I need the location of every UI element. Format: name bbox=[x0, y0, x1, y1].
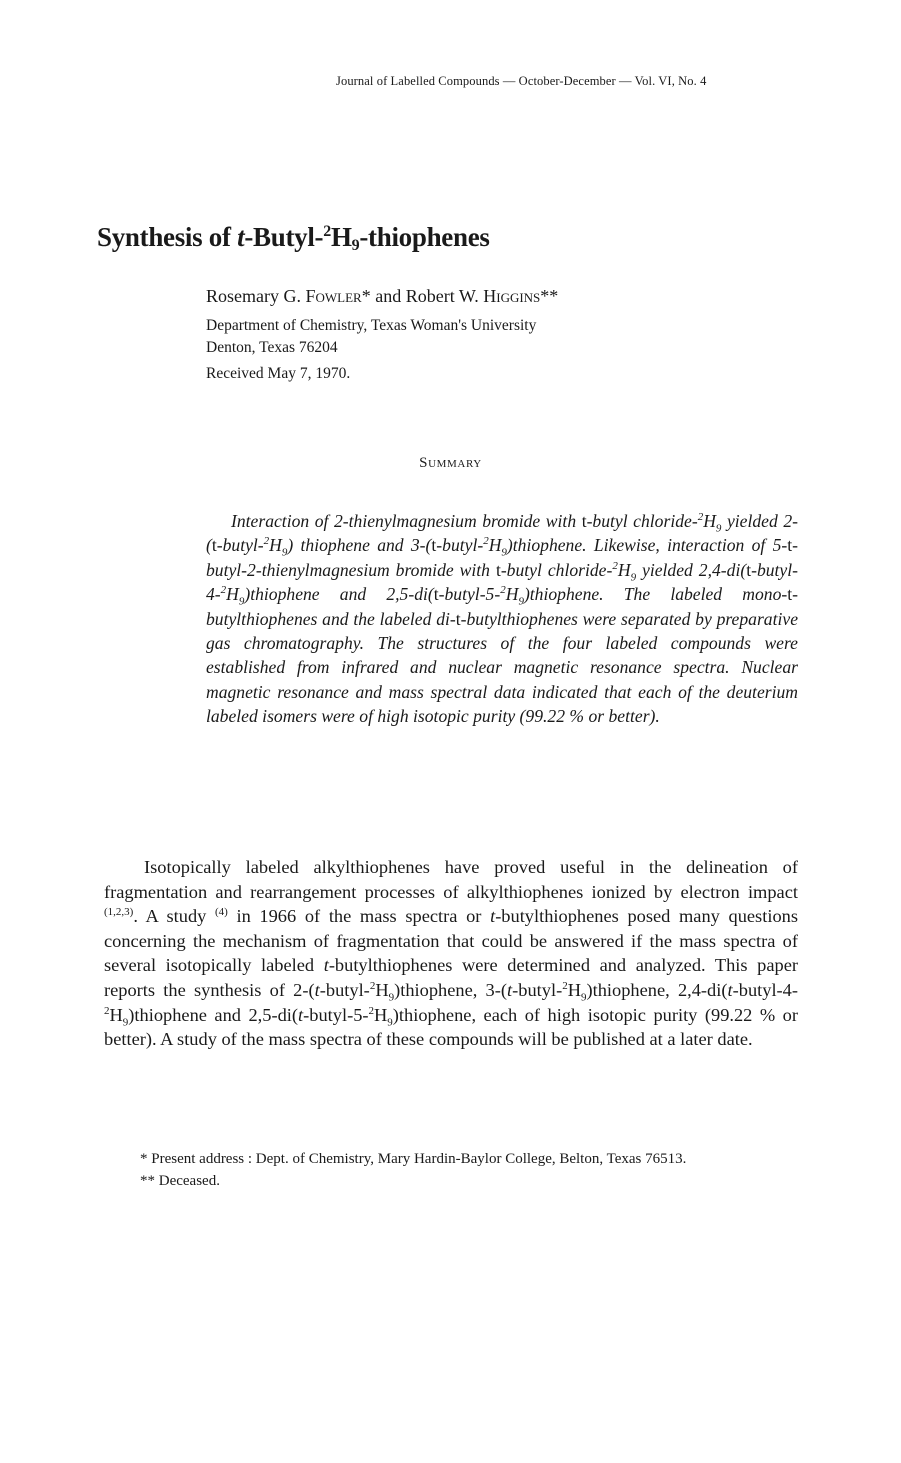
text-run: )thiophene. The labeled mono- bbox=[523, 584, 788, 605]
text-run: yielded 2-( bbox=[206, 511, 798, 556]
title-part: 9 bbox=[351, 237, 360, 254]
text-run: t bbox=[727, 979, 733, 1000]
text-run: 2 bbox=[697, 511, 704, 524]
summary-heading: Summary bbox=[419, 455, 482, 471]
author-mark: * bbox=[361, 286, 371, 306]
text-run: 2 bbox=[483, 535, 489, 548]
text-run: H bbox=[617, 559, 631, 580]
text-run: -butyl chloride- bbox=[500, 559, 613, 580]
text-run: . A study bbox=[133, 906, 215, 927]
text-run: H bbox=[703, 511, 716, 531]
text-run: -butyl-4- bbox=[732, 979, 798, 1000]
text-run: 9 bbox=[238, 595, 245, 608]
text-run: H bbox=[375, 979, 389, 1000]
text-run: -butylthiophenes posed many questions concerning the mechanism of fragmentation that could be answered if the mass spectra of several isotopically labeled bbox=[104, 906, 798, 976]
footnote-present-address: * Present address : Dept. of Chemistry, Mary Hardin-Baylor College, Belton, Texas 76513. bbox=[140, 1151, 687, 1167]
footnote-deceased: ** Deceased. bbox=[140, 1172, 220, 1189]
text-run: -butylthiophenes and the labeled di- bbox=[206, 584, 798, 629]
text-run: t bbox=[495, 559, 501, 580]
text-run: t bbox=[746, 559, 752, 580]
text-run: 2 bbox=[104, 1004, 110, 1017]
text-run: Interaction of 2-thienylmagnesium bromide with bbox=[231, 511, 582, 531]
body-paragraph bbox=[104, 855, 798, 1052]
text-run: t bbox=[211, 535, 217, 556]
text-run: t bbox=[298, 1004, 304, 1025]
text-run: 2 bbox=[220, 584, 227, 597]
title-part: t bbox=[237, 222, 245, 252]
article-title bbox=[97, 222, 797, 255]
text-run: t bbox=[507, 979, 513, 1000]
text-run: t bbox=[787, 535, 793, 556]
text-run: 9 bbox=[518, 595, 524, 608]
text-run: )thiophene and 2,5-di( bbox=[244, 584, 434, 605]
text-run: -butyl-4- bbox=[206, 559, 798, 605]
title-part: -Butyl- bbox=[244, 222, 324, 252]
text-run: Isotopically labeled alkylthiophenes have proved useful in the delineation of fragmentation and rearrangement processes of alkylthiophenes ionized by electron impact bbox=[104, 857, 798, 902]
text-run: -butylthiophenes were determined and analyzed. This paper reports the synthesis of 2-( bbox=[104, 955, 798, 1000]
text-run: 9 bbox=[630, 571, 637, 584]
text-run: H bbox=[269, 535, 282, 556]
text-run: t bbox=[314, 979, 320, 1000]
author-first-name: Rosemary G. bbox=[206, 286, 301, 306]
running-head: Journal of Labelled Compounds — October-December — Vol. VI, No. 4 bbox=[336, 74, 707, 88]
affiliation-department: Department of Chemistry, Texas Woman's University bbox=[206, 317, 537, 334]
affiliation-city: Denton, Texas 76204 bbox=[206, 339, 338, 356]
text-run: H bbox=[374, 1004, 388, 1025]
text-run: t bbox=[455, 608, 461, 629]
text-run: H bbox=[109, 1004, 123, 1025]
title-part: 2 bbox=[323, 223, 331, 240]
text-run: -butyl chloride- bbox=[586, 511, 698, 531]
author-line bbox=[206, 286, 806, 307]
text-run: H bbox=[505, 584, 519, 605]
summary-paragraph bbox=[206, 509, 798, 729]
text-run: )thiophene, each of high isotopic purity (99.22 % or better). A study of the mass spectra of these compounds will be published at a later date. bbox=[104, 1004, 798, 1050]
author-first-name: Robert W. bbox=[405, 286, 479, 306]
citation-ref: (4) bbox=[214, 906, 228, 919]
text-run: 9 bbox=[501, 546, 507, 559]
author-mark: ** bbox=[540, 286, 559, 306]
title-part: Synthesis of bbox=[97, 222, 238, 252]
text-run: ) thiophene and 3-( bbox=[287, 535, 432, 556]
text-run: 9 bbox=[122, 1016, 129, 1029]
text-run: -butyl- bbox=[512, 979, 563, 1000]
text-run: H bbox=[488, 535, 502, 556]
text-run: t bbox=[490, 906, 496, 927]
text-run: 2 bbox=[368, 1004, 375, 1017]
author-last-name: Higgins bbox=[483, 286, 541, 306]
title-part: H bbox=[330, 222, 352, 252]
text-run: 2 bbox=[369, 979, 376, 992]
citation-ref: (1,2,3) bbox=[104, 906, 134, 919]
text-run: H bbox=[226, 584, 239, 605]
text-run: 9 bbox=[281, 546, 288, 559]
text-run: 9 bbox=[388, 991, 395, 1004]
text-run: 2 bbox=[612, 559, 618, 572]
title-part: -thiophenes bbox=[359, 222, 490, 252]
text-run: t bbox=[581, 511, 587, 531]
text-run: )thiophene and 2,5-di( bbox=[128, 1004, 299, 1025]
text-run: 9 bbox=[580, 991, 587, 1004]
text-run: t bbox=[433, 584, 439, 605]
text-run: 2 bbox=[562, 979, 568, 992]
text-run: -butyl-2-thienylmagnesium bromide with bbox=[206, 535, 798, 580]
text-run: )thiophene. Likewise, interaction of 5- bbox=[506, 535, 788, 556]
text-run: )thiophene, 3-( bbox=[394, 979, 508, 1000]
text-run: H bbox=[567, 979, 581, 1000]
text-run: -butyl-5- bbox=[438, 584, 501, 605]
text-run: -butyl- bbox=[216, 535, 264, 556]
text-run: t bbox=[787, 584, 793, 605]
received-date: Received May 7, 1970. bbox=[206, 365, 351, 382]
text-run: 9 bbox=[387, 1016, 393, 1029]
footnotes bbox=[104, 1149, 802, 1192]
text-run: 2 bbox=[500, 584, 506, 597]
text-run: in 1966 of the mass spectra or bbox=[227, 906, 491, 927]
author-connector: and bbox=[375, 286, 402, 306]
text-run: t bbox=[431, 535, 437, 556]
text-run: 9 bbox=[715, 522, 722, 535]
text-run: -butylthiophenes were separated by preparative gas chromatography. The structures of the four labeled compounds were established from infrared and nuclear magnetic resonance spectra. Nuclear magnetic resonance and mass spectral data indicated that each of the deuterium labeled isomers were of high isotopic purity (99.22 % or better). bbox=[206, 608, 798, 727]
author-last-name: Fowler bbox=[305, 286, 362, 306]
text-run: -butyl- bbox=[319, 979, 370, 1000]
text-run: t bbox=[323, 955, 329, 976]
text-run: yielded 2,4-di( bbox=[636, 559, 747, 580]
text-run: 2 bbox=[263, 535, 270, 548]
text-run: -butyl- bbox=[436, 535, 484, 556]
text-run: -butyl-5- bbox=[303, 1004, 369, 1025]
text-run: )thiophene, 2,4-di( bbox=[586, 979, 728, 1000]
